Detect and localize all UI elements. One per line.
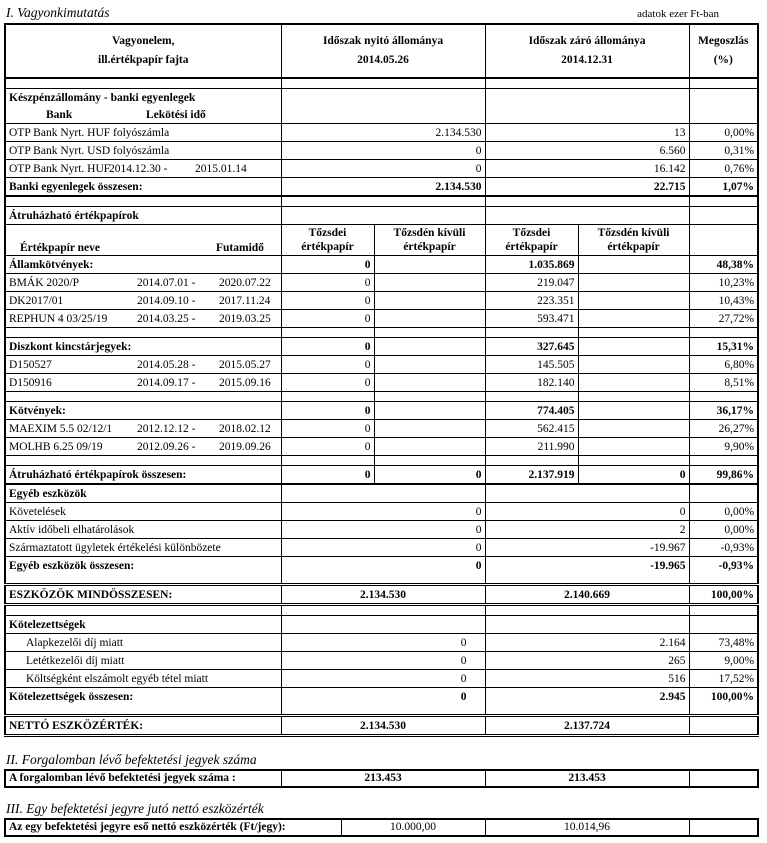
unit-note: adatok ezer Ft-ban bbox=[637, 8, 719, 20]
section-title-3: III. Egy befektetési jegyre jutó nettó eszközérték bbox=[6, 801, 264, 816]
section-title-2: II. Forgalomban lévő befektetési jegyek száma bbox=[6, 752, 257, 767]
units-table bbox=[4, 769, 759, 788]
table-row: DK2017/01 2014.09.10 - 2017.11.24 0 223.351 10,43% bbox=[5, 292, 758, 310]
header-opening: Időszak nyitó állománya 2014.05.26 bbox=[281, 24, 485, 78]
liabilities-total-row: Kötelezettségek összesen: 0 2.945 100,00% bbox=[5, 688, 758, 706]
asset-statement-table bbox=[4, 23, 759, 737]
table-row: OTP Bank Nyrt. HUF folyószámla 2.134.530 13 0,00% bbox=[5, 124, 758, 142]
group-row: Kötvények: 0 774.405 36,17% bbox=[5, 402, 758, 420]
table-header bbox=[5, 24, 758, 78]
header-asset: Vagyonelem, ill.értékpapír fajta bbox=[5, 24, 281, 78]
table-row: Származtatott ügyletek értékelési különbözete 0 -19.967 -0,93% bbox=[5, 539, 758, 557]
table-row: Követelések 0 0 0,00% bbox=[5, 503, 758, 521]
net-asset-value-row: NETTÓ ESZKÖZÉRTÉK: 2.134.530 2.137.724 bbox=[5, 716, 758, 736]
table-row: REPHUN 4 03/25/19 2014.03.25 - 2019.03.25 0 593.471 27,72% bbox=[5, 310, 758, 328]
liabilities-section-title: Kötelezettségek bbox=[5, 616, 758, 634]
table-row: Letétkezelői díj miatt 0 265 9,00% bbox=[5, 652, 758, 670]
table-row: Aktív időbeli elhatárolások 0 2 0,00% bbox=[5, 521, 758, 539]
table-row: D150916 2014.09.17 - 2015.09.16 0 182.140 8,51% bbox=[5, 374, 758, 392]
cash-subheader: Bank Lekötési idő bbox=[5, 106, 758, 124]
cash-section-title: Készpénzállomány - banki egyenlegek bbox=[5, 89, 758, 107]
table-row: Költségként elszámolt egyéb tétel miatt 0 516 17,52% bbox=[5, 670, 758, 688]
table-row: OTP Bank Nyrt. HUF2014.12.30 - 2015.01.14 0 16.142 0,76% bbox=[5, 160, 758, 178]
other-section-title: Egyéb eszközök bbox=[5, 484, 758, 503]
table-row: BMÁK 2020/P 2014.07.01 - 2020.07.22 0 219.047 10,23% bbox=[5, 274, 758, 292]
group-row: Diszkont kincstárjegyek: 0 327.645 15,31% bbox=[5, 338, 758, 356]
group-row: Államkötvények: 0 1.035.869 48,38% bbox=[5, 256, 758, 274]
cash-total-row: Banki egyenlegek összesen: 2.134.530 22.715 1,07% bbox=[5, 178, 758, 197]
per-unit-table bbox=[4, 818, 759, 837]
table-row: OTP Bank Nyrt. USD folyószámla 0 6.560 0,31% bbox=[5, 142, 758, 160]
per-unit-row: Az egy befektetési jegyre eső nettó eszközérték (Ft/jegy): 10.000,00 10.014,96 bbox=[5, 819, 758, 836]
securities-section-title: Átruházható értékpapírok bbox=[5, 207, 758, 225]
table-row: MOLHB 6.25 09/19 2012.09.26 - 2019.09.26 0 211.990 9,90% bbox=[5, 438, 758, 456]
securities-total-row: Átruházható értékpapírok összesen: 0 0 2.137.919 0 99,86% bbox=[5, 466, 758, 485]
table-row: D150527 2014.05.28 - 2015.05.27 0 145.505 6,80% bbox=[5, 356, 758, 374]
securities-subheader: Értékpapír neve Futamidő Tőzsdei értékpapír Tőzsdén kívüli értékpapír Tőzsdei értékpapír Tőzsdén kívüli értékpapír bbox=[5, 225, 758, 256]
units-row: A forgalomban lévő befektetési jegyek száma : 213.453 213.453 bbox=[5, 770, 758, 787]
table-row: MAEXIM 5.5 02/12/1 2012.12.12 - 2018.02.12 0 562.415 26,27% bbox=[5, 420, 758, 438]
header-closing: Időszak záró állománya 2014.12.31 bbox=[485, 24, 689, 78]
section-title-1: I. Vagyonkimutatás bbox=[6, 5, 110, 20]
table-row: Alapkezelői díj miatt 0 2.164 73,48% bbox=[5, 634, 758, 652]
grand-total-row: ESZKÖZÖK MINDÖSSZESEN: 2.134.530 2.140.669 100,00% bbox=[5, 585, 758, 605]
other-total-row: Egyéb eszközök összesen: 0 -19.965 -0,93% bbox=[5, 557, 758, 575]
header-share: Megoszlás (%) bbox=[689, 24, 758, 78]
